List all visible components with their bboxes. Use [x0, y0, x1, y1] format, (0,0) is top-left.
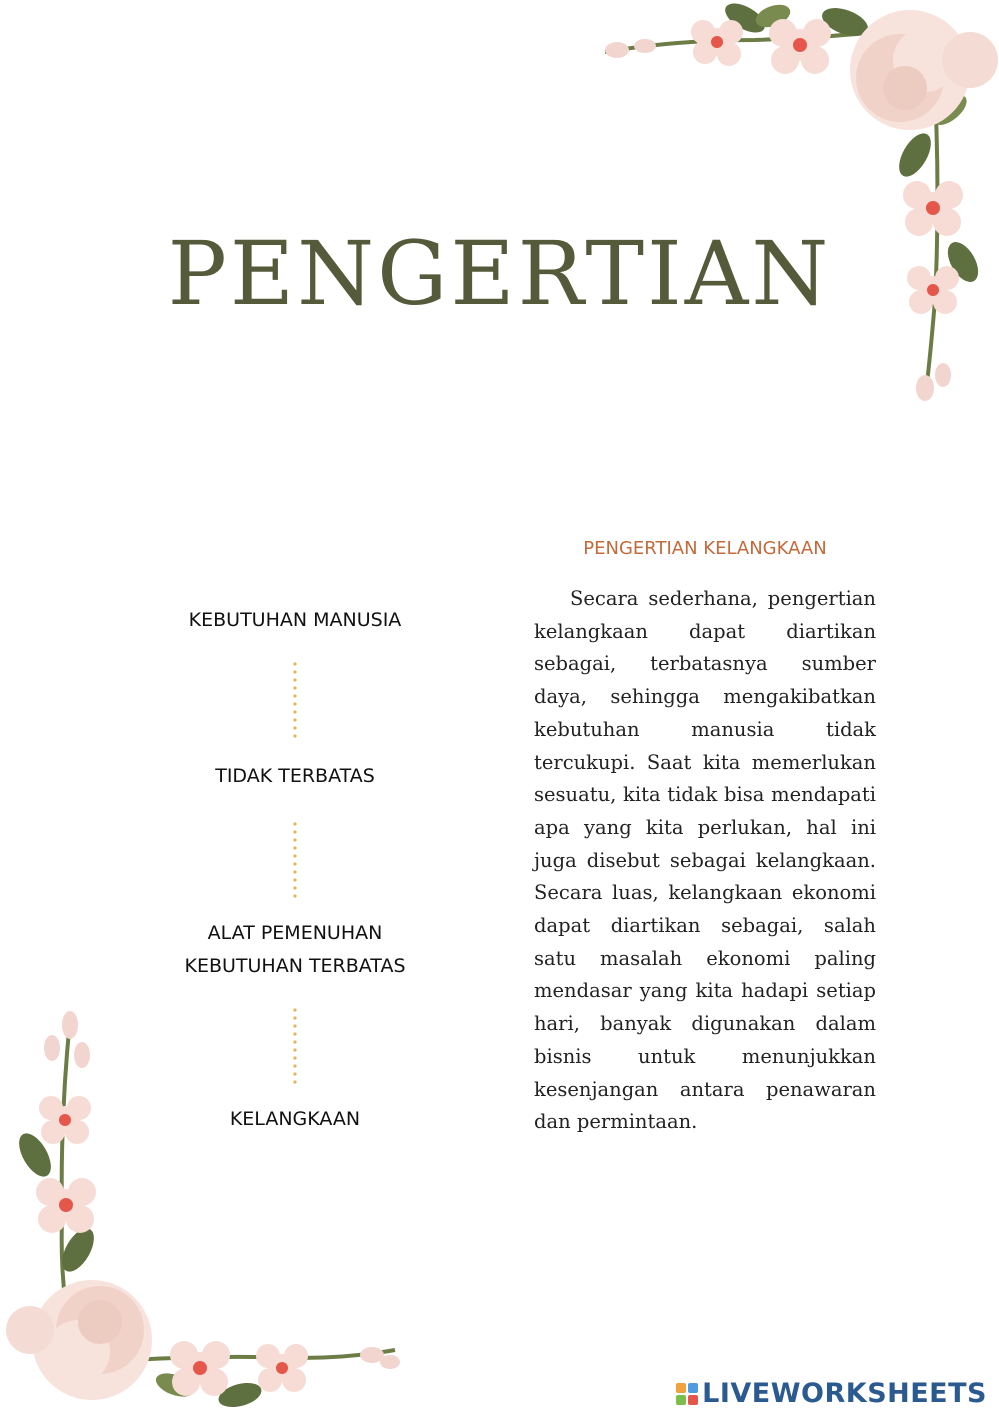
liveworksheets-brand[interactable]: [676, 1378, 987, 1409]
dotted-connector: [293, 820, 297, 900]
dotted-connector: [293, 1006, 297, 1086]
brand-name: LIVEWORKSHEETS: [702, 1378, 987, 1409]
liveworksheets-logo-icon: [676, 1383, 698, 1405]
flow-item-alat-pemenuhan: ALAT PEMENUHAN KEBUTUHAN TERBATAS: [184, 922, 406, 977]
dotted-connector: [293, 660, 297, 740]
floral-corner-top-right: [595, 0, 999, 420]
page-title: PENGERTIAN: [167, 222, 832, 325]
flow-item-tidak-terbatas: TIDAK TERBATAS: [215, 765, 375, 787]
section-heading: PENGERTIAN KELANGKAAN: [583, 538, 827, 559]
flow-item-kebutuhan-manusia: KEBUTUHAN MANUSIA: [188, 609, 402, 631]
floral-corner-bottom-left: [0, 1000, 410, 1415]
flow-item-kelangkaan: KELANGKAAN: [229, 1108, 361, 1130]
article-body: Secara sederhana, pengertian kelangkaan dapat diartikan sebagai, terbatasnya sumber daya, sehingga mengakibatkan kebutuhan manusia tidak tercukupi. Saat kita memerlukan sesuatu, kita tidak bisa mendapati apa yang kita perlukan, hal ini juga disebut sebagai kelangkaan. Secara luas, kelangkaan ekonomi dapat diartikan sebagai, salah satu masalah ekonomi paling mendasar yang kita hadapi setiap hari, banyak digunakan dalam bisnis untuk menunjukkan kesenjangan antara penawaran dan permintaan.: [534, 587, 876, 1134]
